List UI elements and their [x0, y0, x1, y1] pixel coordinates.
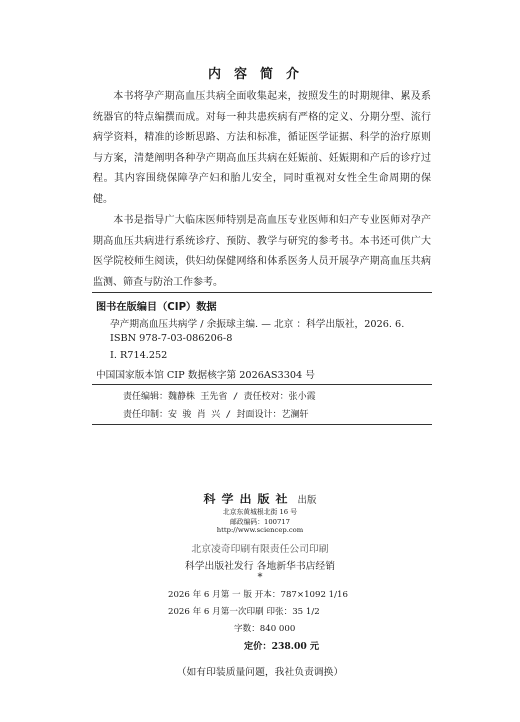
- credits-line-1: 责任编辑：魏静株 王先省 / 责任校对：张小霞: [123, 392, 316, 402]
- cip-record-line: 中国国家版本馆 CIP 数据核字第 2026AS3304 号: [96, 370, 315, 381]
- content-intro-paragraph-2: [93, 211, 431, 293]
- separator-star: *: [257, 572, 263, 583]
- cip-title-line: 孕产期高血压共病学 / 余振球主编. — 北京 ：科学出版社，2026. 6.: [110, 319, 405, 330]
- price-value: 238.00 元: [271, 641, 320, 652]
- credits-line-2: 责任印制：安 骏 肖 兴 / 封面设计：艺澜轩: [123, 410, 309, 420]
- publisher-postcode: 邮政编码：100717: [230, 518, 290, 526]
- quality-note: （如有印装质量问题，我社负责调换）: [176, 667, 344, 678]
- credits-bottom-rule: [92, 424, 432, 425]
- content-intro-paragraph-1: [93, 87, 431, 210]
- publisher-suffix: 出版: [297, 495, 317, 506]
- publisher-line: [0, 488, 520, 507]
- cip-class-line: Ⅰ. R714.252: [110, 350, 168, 361]
- price-line: [244, 638, 319, 652]
- publisher-website: http://www.sciencep.com: [216, 526, 304, 534]
- publisher-address: 北京东黄城根北街 16 号: [222, 508, 298, 516]
- edition-line: 2026 年 6 月第 一 版 开本：787×1092 1/16: [168, 590, 348, 600]
- cip-bottom-rule: [92, 384, 432, 385]
- publisher-logo: 科学出版社: [203, 492, 294, 506]
- content-intro-heading: 内容简介: [207, 67, 312, 82]
- distribution-line: 科学出版社发行 各地新华书店经销: [184, 561, 336, 572]
- cip-isbn-line: ISBN 978-7-03-086206-8: [110, 333, 233, 344]
- paragraph-2-text: 本书是指导广大临床医师特别是高血压专业医师和妇产专业医师对孕产期高血压共病进行系统诊疗、预防、教学与研究的参考书。本书还可供广大医学院校师生阅读，供妇幼保健网络和体系医务人员开展孕产期高血压共病监测、筛查与防治工作参考。: [93, 215, 431, 288]
- printer-line: 北京凌奇印刷有限责任公司印刷: [191, 544, 329, 555]
- price-label: 定价：: [244, 641, 272, 652]
- cip-top-rule: [92, 292, 432, 293]
- cip-heading: 图书在版编目（CIP）数据: [96, 302, 217, 313]
- word-count: 字数：840 000: [234, 624, 296, 634]
- printing-line: 2026 年 6 月第一次印刷 印张：35 1/2: [168, 607, 320, 617]
- paragraph-1-text: 本书将孕产期高血压共病全面收集起来，按照发生的时期规律、累及系统器官的特点编撰而成。对每一种共患疾病有严格的定义、分期分型、流行病学资料，精准的诊断思路、方法和标准，循证医学证据、科学的治疗原则与方案，清楚阐明各种孕产期高血压共病在妊娠前、妊娠期和产后的诊疗过程。其内容围绕保障孕产妇和胎儿安全，同时重视对女性全生命周期的保健。: [93, 91, 431, 205]
